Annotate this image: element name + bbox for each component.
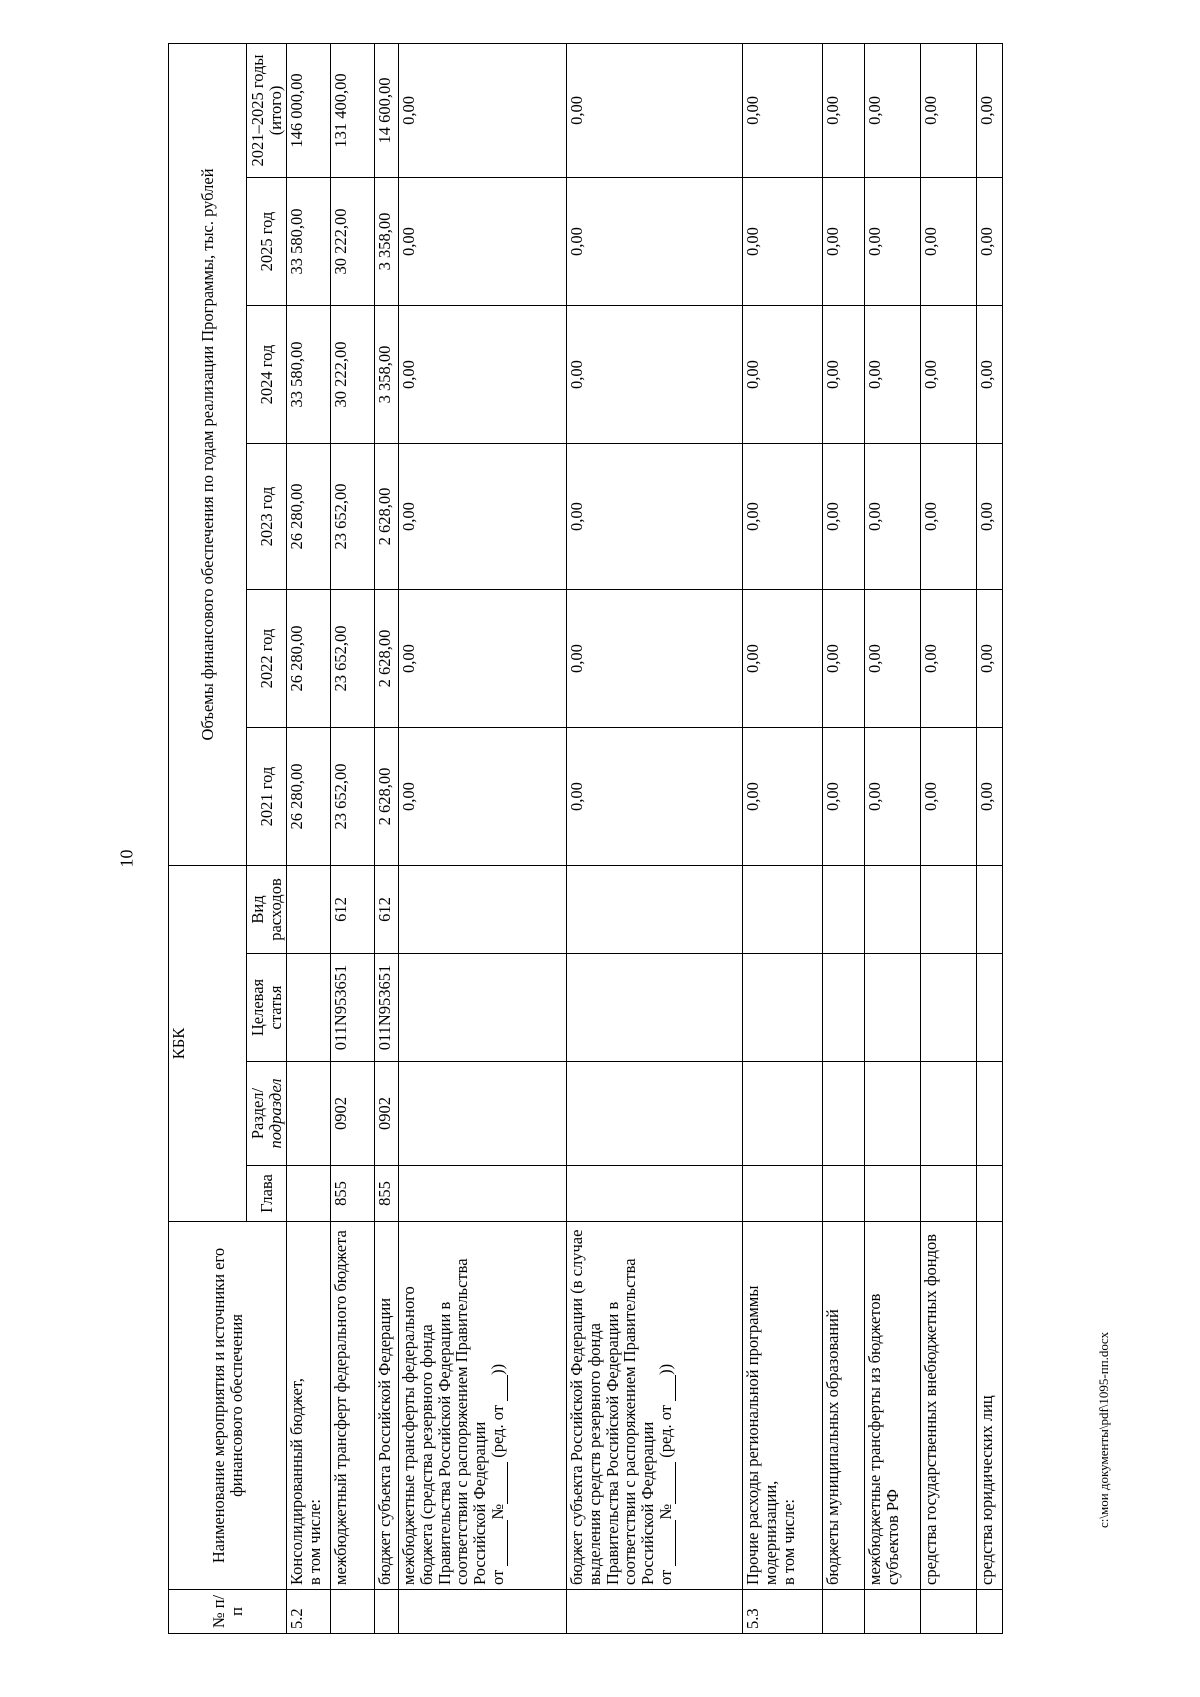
row-chapter — [287, 1166, 331, 1222]
row-2025: 0,00 — [823, 178, 865, 306]
header-name: Наименование мероприятия и источники его финансового обеспечения — [169, 1222, 287, 1590]
row-section — [865, 1062, 921, 1166]
row-chapter — [977, 1166, 1003, 1222]
row-section — [399, 1062, 567, 1166]
row-total: 0,00 — [977, 43, 1003, 177]
row-section — [743, 1062, 823, 1166]
row-2022: 2 628,00 — [375, 590, 399, 728]
header-volumes: Объемы финансового обеспечения по годам реализации Программы, тыс. рублей — [169, 43, 247, 865]
header-expense-type: Вид расходов — [247, 866, 287, 954]
row-section — [567, 1062, 743, 1166]
header-year-2021: 2021 год — [247, 728, 287, 866]
header-year-2025: 2025 год — [247, 178, 287, 306]
row-target: 011N953651 — [331, 954, 375, 1062]
header-num: № п/п — [169, 1590, 287, 1634]
row-2022: 0,00 — [865, 590, 921, 728]
row-section — [823, 1062, 865, 1166]
row-2021: 0,00 — [399, 728, 567, 866]
row-2021: 26 280,00 — [287, 728, 331, 866]
row-2023: 0,00 — [823, 444, 865, 590]
row-2024: 0,00 — [743, 306, 823, 444]
row-total: 0,00 — [399, 43, 567, 177]
row-target — [287, 954, 331, 1062]
row-type — [567, 866, 743, 954]
row-2021: 2 628,00 — [375, 728, 399, 866]
row-2024: 0,00 — [921, 306, 977, 444]
row-name: средства государственных внебюджетных фондов — [921, 1222, 977, 1590]
row-2025: 0,00 — [921, 178, 977, 306]
row-name-edition: (ред. от — [656, 1405, 676, 1458]
row-num — [977, 1590, 1003, 1634]
row-target — [743, 954, 823, 1062]
row-2025: 33 580,00 — [287, 178, 331, 306]
header-section — [247, 1062, 287, 1166]
row-2023: 26 280,00 — [287, 444, 331, 590]
row-name-close: )) — [488, 1363, 508, 1375]
budget-sheet — [168, 44, 1052, 1634]
row-2022: 26 280,00 — [287, 590, 331, 728]
row-type — [287, 866, 331, 954]
row-name — [743, 1222, 823, 1590]
row-2023: 0,00 — [567, 444, 743, 590]
row-name — [287, 1222, 331, 1590]
header-section-sub: подраздел — [265, 1078, 285, 1149]
row-2023: 2 628,00 — [375, 444, 399, 590]
header-year-2024: 2024 год — [247, 306, 287, 444]
row-2023: 0,00 — [743, 444, 823, 590]
row-name-line2: в том числе: — [304, 1498, 324, 1585]
row-name — [567, 1222, 743, 1590]
header-year-2022: 2022 год — [247, 590, 287, 728]
row-2022: 0,00 — [921, 590, 977, 728]
row-name: бюджет субъекта Российской Федерации — [375, 1222, 399, 1590]
row-name-line1: Прочие расходы региональной программы модернизации, — [743, 1285, 780, 1585]
table-row — [287, 43, 331, 1633]
row-2025: 30 222,00 — [331, 178, 375, 306]
row-2022: 0,00 — [567, 590, 743, 728]
row-target — [399, 954, 567, 1062]
row-name-close: )) — [656, 1363, 676, 1375]
row-type: 612 — [331, 866, 375, 954]
row-name-main: межбюджетные трансферты федерального бюджета (средства резервного фонда Правительства Российской Федерации в соответствии с распоряжением Правительства Российской Федерации — [399, 1258, 490, 1585]
row-section — [977, 1062, 1003, 1166]
row-target — [921, 954, 977, 1062]
table-row — [977, 43, 1003, 1633]
row-total: 0,00 — [823, 43, 865, 177]
row-2025: 0,00 — [743, 178, 823, 306]
row-chapter — [865, 1166, 921, 1222]
row-2023: 0,00 — [865, 444, 921, 590]
blank-edition — [657, 1375, 676, 1401]
row-type — [865, 866, 921, 954]
blank-number — [657, 1462, 676, 1504]
row-2022: 0,00 — [743, 590, 823, 728]
row-2023: 23 652,00 — [331, 444, 375, 590]
row-name-from: от — [656, 1569, 676, 1585]
row-2021: 0,00 — [567, 728, 743, 866]
row-2021: 0,00 — [977, 728, 1003, 866]
row-total: 146 000,00 — [287, 43, 331, 177]
row-2023: 0,00 — [977, 444, 1003, 590]
row-type — [921, 866, 977, 954]
row-type — [977, 866, 1003, 954]
row-2021: 0,00 — [865, 728, 921, 866]
row-type — [743, 866, 823, 954]
row-target — [823, 954, 865, 1062]
row-2025: 0,00 — [399, 178, 567, 306]
row-target — [567, 954, 743, 1062]
row-section: 0902 — [375, 1062, 399, 1166]
row-2024: 0,00 — [399, 306, 567, 444]
row-num: 5.2 — [287, 1590, 331, 1634]
row-name-line2: в том числе: — [778, 1498, 798, 1585]
row-chapter — [567, 1166, 743, 1222]
header-total: 2021–2025 годы (итого) — [247, 43, 287, 177]
table-row — [865, 43, 921, 1633]
row-2024: 0,00 — [865, 306, 921, 444]
table-row — [743, 43, 823, 1633]
row-num: 5.3 — [743, 1590, 823, 1634]
row-num — [375, 1590, 399, 1634]
row-total: 0,00 — [921, 43, 977, 177]
budget-table — [168, 43, 1003, 1634]
row-num — [399, 1590, 567, 1634]
row-2024: 0,00 — [567, 306, 743, 444]
table-row — [921, 43, 977, 1633]
row-section — [287, 1062, 331, 1166]
row-total: 0,00 — [743, 43, 823, 177]
blank-edition — [489, 1375, 508, 1401]
row-name — [399, 1222, 567, 1590]
row-name-number: № — [488, 1503, 508, 1520]
row-chapter — [823, 1166, 865, 1222]
row-total: 0,00 — [865, 43, 921, 177]
row-chapter: 855 — [331, 1166, 375, 1222]
row-2025: 0,00 — [567, 178, 743, 306]
row-chapter — [743, 1166, 823, 1222]
row-2025: 0,00 — [865, 178, 921, 306]
row-name: межбюджетный трансферт федерального бюджета — [331, 1222, 375, 1590]
row-2022: 0,00 — [399, 590, 567, 728]
row-2025: 3 358,00 — [375, 178, 399, 306]
row-2022: 23 652,00 — [331, 590, 375, 728]
row-2024: 33 580,00 — [287, 306, 331, 444]
row-type — [399, 866, 567, 954]
row-2024: 0,00 — [823, 306, 865, 444]
row-name-line1: Консолидированный бюджет, — [287, 1378, 306, 1585]
table-row — [399, 43, 567, 1633]
row-chapter: 855 — [375, 1166, 399, 1222]
header-chapter: Глава — [247, 1166, 287, 1222]
table-row — [823, 43, 865, 1633]
row-2022: 0,00 — [977, 590, 1003, 728]
row-total: 0,00 — [567, 43, 743, 177]
footer-file-path: c:\мои документы\pdf\1095-пп.docx — [1096, 1331, 1111, 1528]
row-name: межбюджетные трансферты из бюджетов субъектов РФ — [865, 1222, 921, 1590]
page-number: 10 — [116, 849, 137, 868]
row-num — [567, 1590, 743, 1634]
table-row — [375, 43, 399, 1633]
blank-number — [489, 1462, 508, 1504]
row-num — [921, 1590, 977, 1634]
row-type: 612 — [375, 866, 399, 954]
row-name-edition: (ред. от — [488, 1405, 508, 1458]
row-target — [865, 954, 921, 1062]
header-year-2023: 2023 год — [247, 444, 287, 590]
row-2021: 0,00 — [743, 728, 823, 866]
row-2025: 0,00 — [977, 178, 1003, 306]
header-target-item: Целевая статья — [247, 954, 287, 1062]
row-type — [823, 866, 865, 954]
row-2024: 30 222,00 — [331, 306, 375, 444]
row-2021: 23 652,00 — [331, 728, 375, 866]
row-2024: 3 358,00 — [375, 306, 399, 444]
row-2021: 0,00 — [921, 728, 977, 866]
row-chapter — [399, 1166, 567, 1222]
row-name: бюджеты муниципальных образований — [823, 1222, 865, 1590]
row-name-main: бюджет субъекта Российской Федерации (в случае выделения средств резервного фонда Правительства Российской Федерации в соответствии с распоряжением Правительства Российской Федерации — [567, 1229, 658, 1585]
row-name-number: № — [656, 1503, 676, 1520]
row-2023: 0,00 — [921, 444, 977, 590]
row-target: 011N953651 — [375, 954, 399, 1062]
row-name-from: от — [488, 1569, 508, 1585]
row-total: 14 600,00 — [375, 43, 399, 177]
row-name: средства юридических лиц — [977, 1222, 1003, 1590]
row-num — [865, 1590, 921, 1634]
row-section — [921, 1062, 977, 1166]
row-num — [331, 1590, 375, 1634]
header-section-main: Раздел/ — [247, 1087, 267, 1140]
row-2024: 0,00 — [977, 306, 1003, 444]
row-2021: 0,00 — [823, 728, 865, 866]
row-total: 131 400,00 — [331, 43, 375, 177]
table-row — [331, 43, 375, 1633]
row-target — [977, 954, 1003, 1062]
blank-date — [489, 1520, 508, 1566]
row-num — [823, 1590, 865, 1634]
table-row — [567, 43, 743, 1633]
row-2022: 0,00 — [823, 590, 865, 728]
row-section: 0902 — [331, 1062, 375, 1166]
row-2023: 0,00 — [399, 444, 567, 590]
blank-date — [657, 1520, 676, 1566]
row-chapter — [921, 1166, 977, 1222]
header-kbk: КБК — [169, 866, 247, 1222]
